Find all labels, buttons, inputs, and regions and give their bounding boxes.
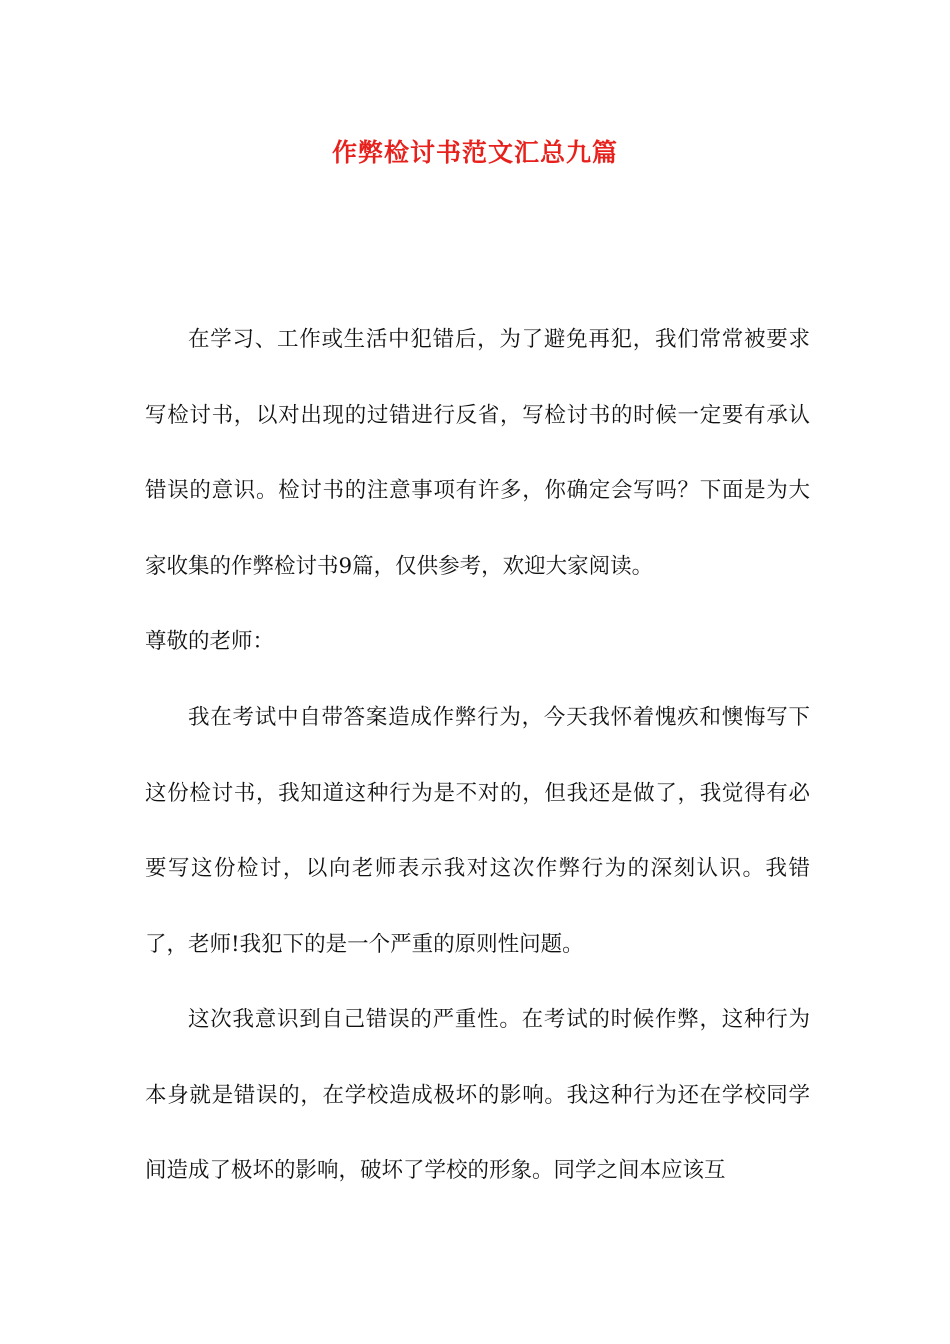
body-paragraph-2: 这次我意识到自己错误的严重性。在考试的时候作弊，这种行为本身就是错误的，在学校造成极坏的影响。我这种行为还在学校同学间造成了极坏的影响，破坏了学校的形象。同学之间本应该互 [145,1007,810,1183]
document-title: 作弊检讨书范文汇总九篇 [331,138,618,167]
body-paragraph-1: 我在考试中自带答案造成作弊行为，今天我怀着愧疚和懊悔写下这份检讨书，我知道这种行为是不对的，但我还是做了，我觉得有必要写这份检讨，以向老师表示我对这次作弊行为的深刻认识。我错了，老师!我犯下的是一个严重的原则性问题。 [145,705,810,957]
intro-paragraph: 在学习、工作或生活中犯错后，为了避免再犯，我们常常被要求写检讨书，以对出现的过错进行反省，写检讨书的时候一定要有承认错误的意识。检讨书的注意事项有许多，你确定会写吗？下面是为大家收集的作弊检讨书9篇，仅供参考，欢迎大家阅读。 [145,327,810,579]
salutation: 尊敬的老师： [145,629,275,654]
